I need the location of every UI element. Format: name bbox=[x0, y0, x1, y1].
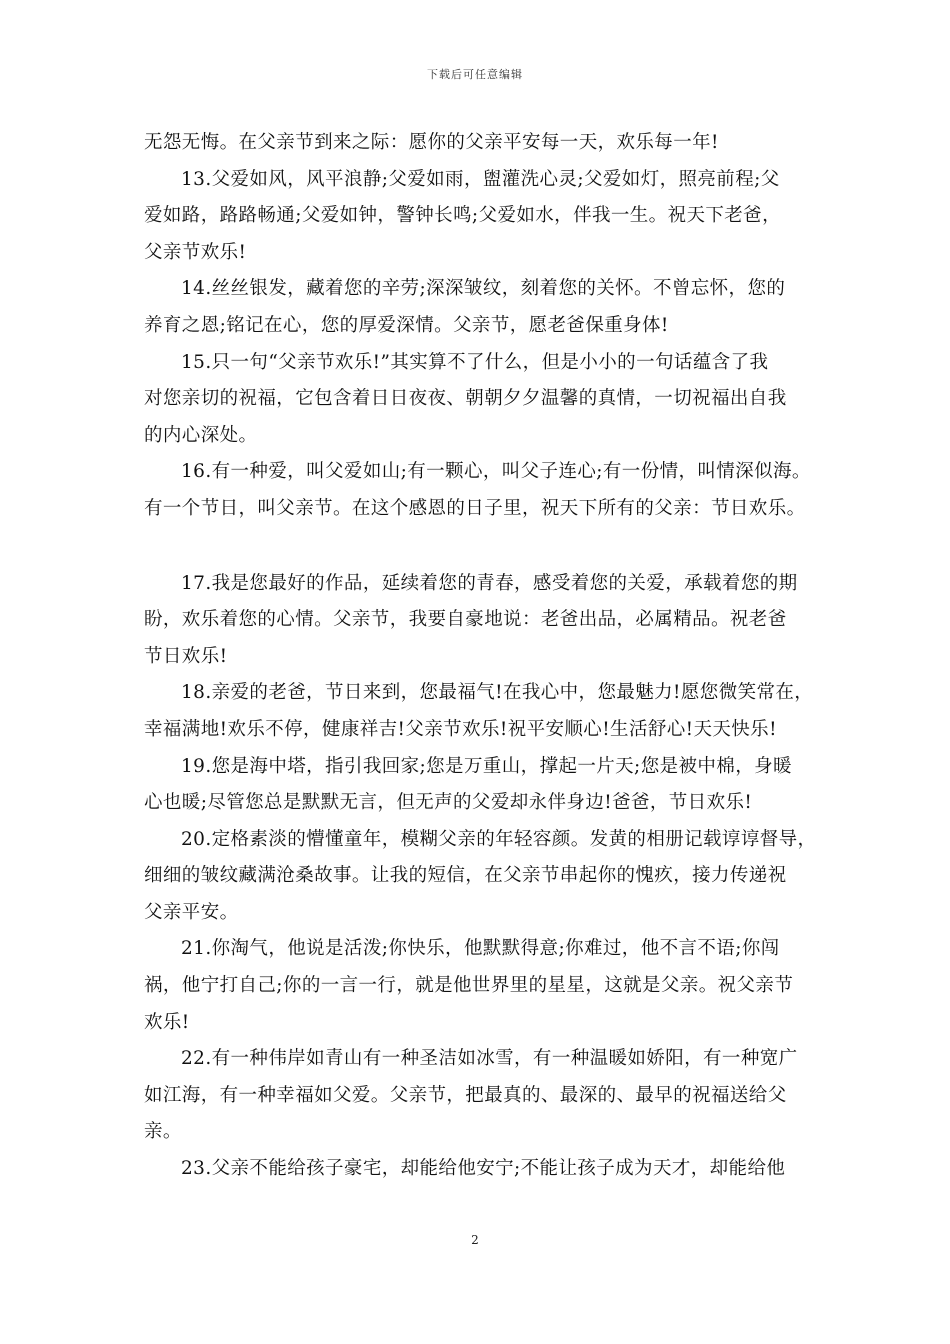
text-line: 14.丝丝银发，藏着您的辛劳;深深皱纹，刻着您的关怀。不曾忘怀，您的 bbox=[181, 278, 786, 300]
text-line: 15.只一句“父亲节欢乐!”其实算不了什么，但是小小的一句话蕴含了我 bbox=[181, 351, 769, 373]
paragraph-gap bbox=[144, 528, 820, 566]
text-line: 20.定格素淡的懵懂童年，模糊父亲的年轻容颜。发黄的相册记载谆谆督导， bbox=[181, 828, 817, 850]
text-line: 18.亲爱的老爸，节日来到，您最福气!在我心中，您最魅力!愿您微笑常在， bbox=[181, 682, 814, 704]
text-line: 无怨无悔。在父亲节到来之际：愿你的父亲平安每一天，欢乐每一年! bbox=[144, 132, 719, 153]
text-line: 盼，欢乐着您的心情。父亲节，我要自豪地说：老爸出品，必属精品。祝老爸 bbox=[144, 609, 787, 631]
page-number: 2 bbox=[471, 1233, 479, 1247]
text-line: 17.我是您最好的作品，延续着您的青春，感受着您的关爱，承载着您的期 bbox=[181, 572, 798, 594]
text-line: 细细的皱纹藏满沧桑故事。让我的短信，在父亲节串起你的愧疚，接力传递祝 bbox=[144, 865, 787, 887]
text-line: 父亲平安。 bbox=[144, 901, 239, 923]
text-line: 祸，他宁打自己;你的一言一行，就是他世界里的星星，这就是父亲。祝父亲节 bbox=[144, 975, 794, 997]
text-line: 23.父亲不能给孩子豪宅，却能给他安宁;不能让孩子成为天才，却能给他 bbox=[181, 1158, 786, 1180]
text-line: 13.父爱如风，风平浪静;父爱如雨，盥灌洗心灵;父爱如灯，照亮前程;父 bbox=[181, 168, 780, 190]
text-line: 幸福满地!欢乐不停，健康祥吉!父亲节欢乐!祝平安顺心!生活舒心!天天快乐! bbox=[144, 718, 777, 740]
text-line: 对您亲切的祝福，它包含着日日夜夜、朝朝夕夕温馨的真情，一切祝福出自我 bbox=[144, 388, 787, 410]
document-body bbox=[144, 125, 820, 1188]
text-line: 如江海，有一种幸福如父爱。父亲节，把最真的、最深的、最早的祝福送给父 bbox=[144, 1084, 787, 1106]
text-line: 欢乐! bbox=[144, 1011, 190, 1033]
text-line: 21.你淘气，他说是活泼;你快乐，他默默得意;你难过，他不言不语;你闯 bbox=[181, 938, 780, 960]
text-line: 16.有一种爱，叫父爱如山;有一颗心，叫父子连心;有一份情，叫情深似海。 bbox=[181, 461, 811, 483]
text-line: 19.您是海中塔，指引我回家;您是万重山，撑起一片天;您是被中棉，身暖 bbox=[181, 755, 792, 777]
text-line: 有一个节日，叫父亲节。在这个感恩的日子里，祝天下所有的父亲：节日欢乐。 bbox=[144, 497, 806, 519]
text-line: 的内心深处。 bbox=[144, 424, 258, 446]
text-line: 爱如路，路路畅通;父爱如钟，警钟长鸣;父爱如水，伴我一生。祝天下老爸， bbox=[144, 205, 781, 227]
text-line: 22.有一种伟岸如青山有一种圣洁如冰雪，有一种温暖如娇阳，有一种宽广 bbox=[181, 1048, 798, 1070]
text-line: 父亲节欢乐! bbox=[144, 241, 247, 263]
text-line: 养育之恩;铭记在心，您的厚爱深情。父亲节，愿老爸保重身体! bbox=[144, 314, 669, 336]
text-line: 心也暖;尽管您总是默默无言，但无声的父爱却永伴身边!爸爸，节日欢乐! bbox=[144, 792, 753, 814]
text-line: 节日欢乐! bbox=[144, 645, 228, 667]
page-header: 下载后可任意编辑 bbox=[427, 68, 523, 81]
text-line: 亲。 bbox=[144, 1121, 182, 1143]
